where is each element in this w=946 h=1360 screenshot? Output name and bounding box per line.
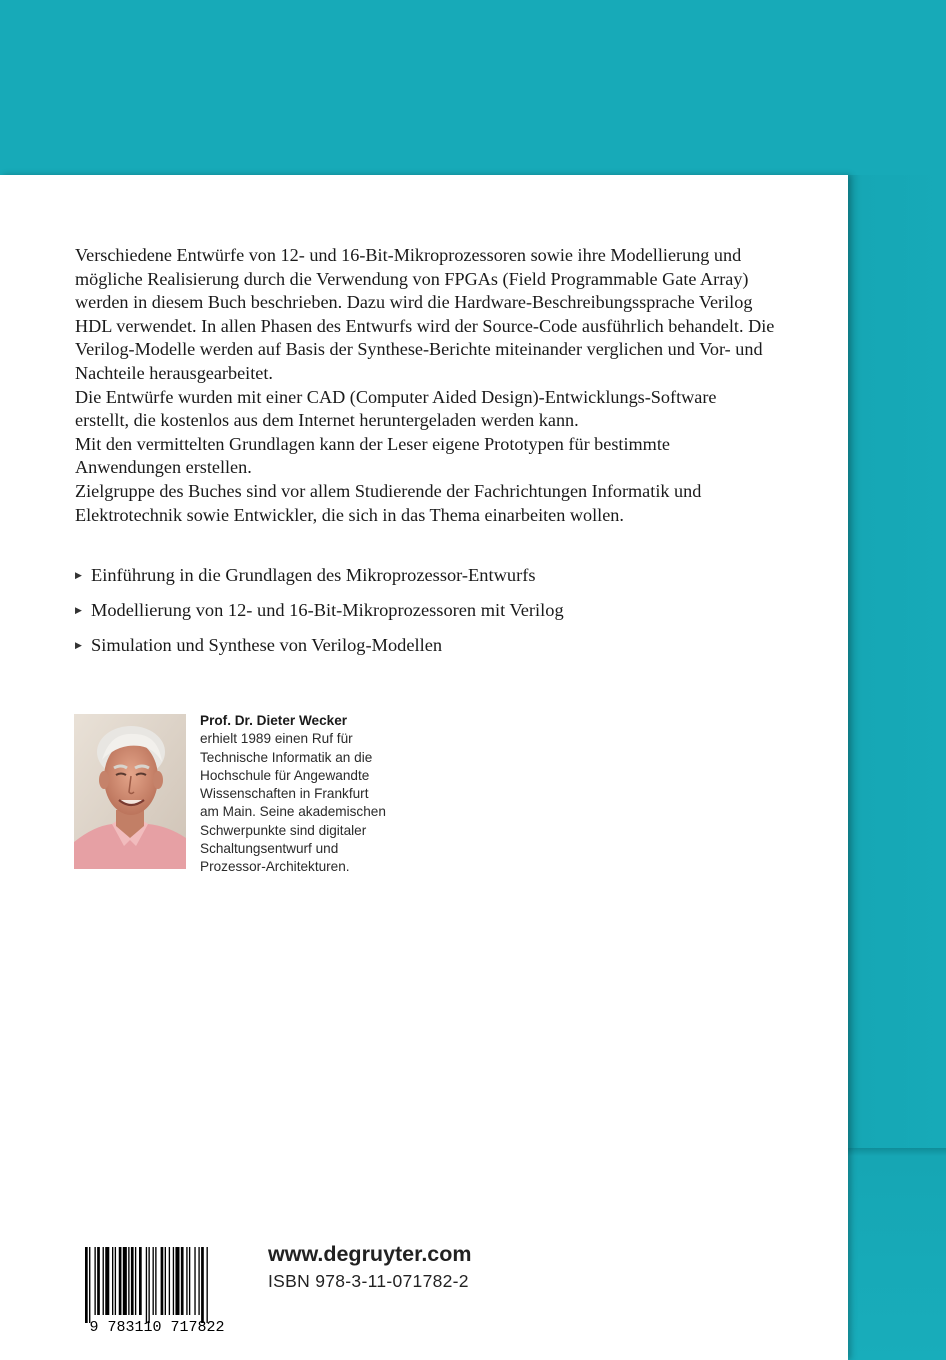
barcode-bar — [189, 1247, 190, 1315]
feature-list — [75, 564, 564, 669]
barcode-bar — [198, 1247, 199, 1315]
description-paragraph-4: Zielgruppe des Buches sind vor allem Studierende der Fachrichtungen Informatik und Elektrotechnik sowie Entwickler, die sich in das Thema einarbeiten wollen. — [75, 480, 702, 525]
barcode-bar — [112, 1247, 113, 1315]
barcode-bar — [186, 1247, 187, 1315]
barcode-bar — [148, 1247, 149, 1323]
barcode-bar — [128, 1247, 129, 1315]
barcode-bar — [115, 1247, 116, 1315]
feature-list-item — [75, 634, 564, 669]
barcode-bar — [207, 1247, 208, 1323]
barcode-bar — [135, 1247, 136, 1315]
author-name: Prof. Dr. Dieter Wecker — [200, 713, 348, 728]
isbn-barcode — [77, 1247, 237, 1333]
barcode-bar — [131, 1247, 134, 1315]
cover-background-right-lower — [848, 1148, 946, 1360]
barcode-bar — [89, 1247, 90, 1323]
barcode-bar — [105, 1247, 109, 1315]
author-bio-line: Hochschule für Angewandte — [200, 767, 370, 783]
author-photo — [74, 714, 186, 869]
barcode-bar — [97, 1247, 100, 1315]
back-cover-page — [0, 175, 848, 1360]
description-paragraph-1: Verschiedene Entwürfe von 12- und 16-Bit-Mikroprozessoren sowie ihre Modellierung und mögliche Realisierung durch die Verwendung von FPGAs (Field Programmable Gate Array) werden in diesem Buch beschrieben. Dazu wird die Hardware-Beschreibungssprache Verilog HDL verwendet. In allen Phasen des Entwurfs wird der Source-Code ausführlich behandelt. Die Verilog-Modelle werden auf Basis der Synthese-Berichte miteinander verglichen und Vor- und Nachteile herausgearbeitet. — [75, 245, 775, 383]
barcode-bar — [194, 1247, 195, 1315]
author-bio-line: Schwerpunkte sind digitaler — [200, 822, 367, 838]
feature-list-item — [75, 599, 564, 634]
triangle-bullet-icon: ▶ — [75, 605, 82, 615]
feature-text: Einführung in die Grundlagen des Mikroprozessor-Entwurfs — [91, 565, 536, 585]
author-bio-line: Prozessor-Architekturen. — [200, 859, 350, 875]
author-bio-line: am Main. Seine akademischen — [200, 804, 386, 820]
barcode-bar — [201, 1247, 204, 1323]
triangle-bullet-icon: ▶ — [75, 640, 82, 650]
triangle-bullet-icon: ▶ — [75, 570, 82, 580]
barcode-bar — [146, 1247, 147, 1323]
description-paragraph-2: Die Entwürfe wurden mit einer CAD (Computer Aided Design)-Entwicklungs-Software erstellt, die kostenlos aus dem Internet heruntergeladen werden kann. — [75, 386, 717, 431]
barcode-bar — [155, 1247, 156, 1315]
barcode-bar — [85, 1247, 88, 1323]
barcode-bar — [175, 1247, 179, 1315]
feature-text: Simulation und Synthese von Verilog-Modellen — [91, 635, 443, 655]
barcode-bar — [119, 1247, 122, 1315]
barcode-bar — [123, 1247, 127, 1315]
barcode-bar — [103, 1247, 104, 1315]
barcode-bar — [94, 1247, 95, 1315]
cover-background-top — [0, 0, 946, 175]
barcode-bar — [161, 1247, 164, 1315]
feature-text: Modellierung von 12- und 16-Bit-Mikroprozessoren mit Verilog — [91, 600, 564, 620]
barcode-digits: 9 783110 717822 — [89, 1319, 225, 1333]
barcode-bar — [173, 1247, 174, 1315]
author-bio — [200, 712, 430, 877]
author-bio-line: Schaltungsentwurf und — [200, 841, 339, 857]
barcode-bar — [181, 1247, 184, 1315]
description-paragraph-3: Mit den vermittelten Grundlagen kann der Leser eigene Prototypen für bestimmte Anwendungen erstellen. — [75, 433, 670, 478]
barcode-bar — [169, 1247, 170, 1315]
author-bio-line: Technische Informatik an die — [200, 749, 373, 765]
barcode-bar — [165, 1247, 166, 1315]
barcode-bar — [139, 1247, 142, 1315]
barcode-bar — [153, 1247, 154, 1315]
feature-list-item — [75, 564, 564, 599]
author-bio-line: Wissenschaften in Frankfurt — [200, 786, 369, 802]
book-description — [75, 244, 775, 527]
isbn-number: ISBN 978-3-11-071782-2 — [268, 1271, 469, 1291]
author-bio-line: erhielt 1989 einen Ruf für — [200, 731, 353, 747]
barcode-graphic — [77, 1247, 237, 1333]
publisher-website: www.degruyter.com — [268, 1242, 472, 1266]
